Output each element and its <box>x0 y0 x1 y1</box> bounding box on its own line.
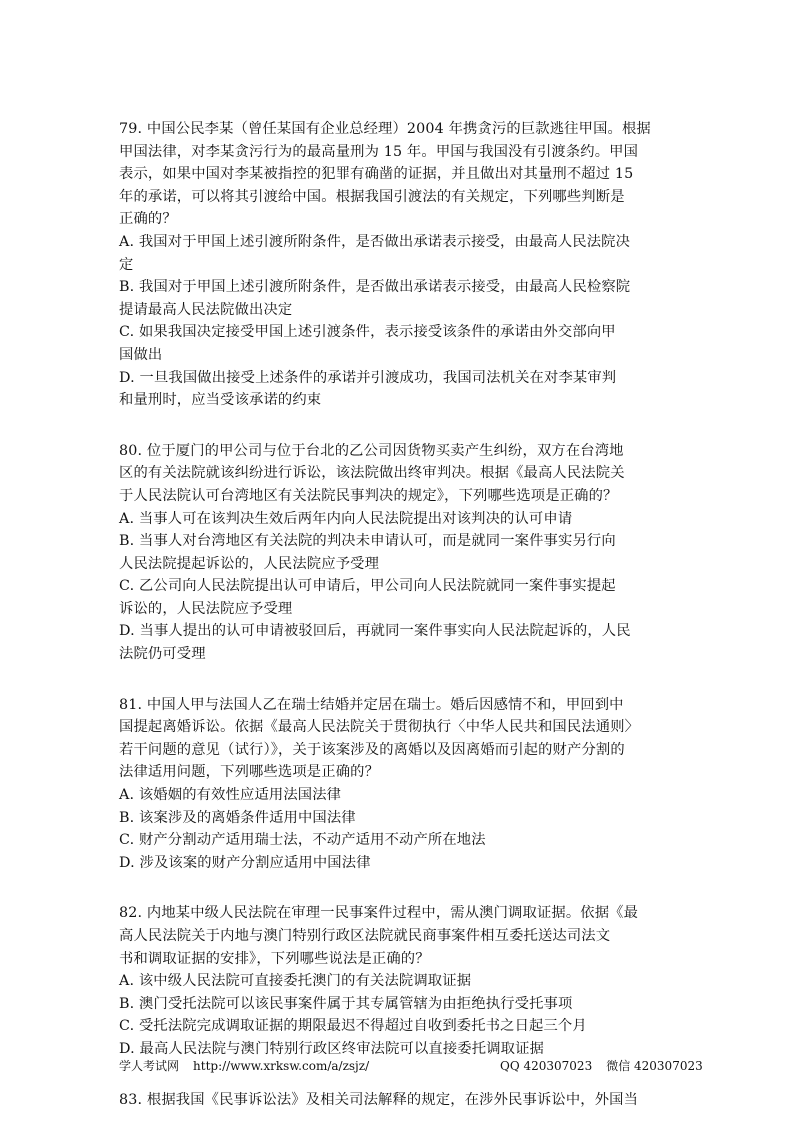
text-line: A. 该中级人民法院可直接委托澳门的有关法院调取证据 <box>119 973 472 990</box>
text-line: C. 如果我国决定接受甲国上述引渡条件，表示接受该条件的承诺由外交部向甲 <box>119 324 616 341</box>
text-line: D. 涉及该案的财产分割应适用中国法律 <box>119 854 371 871</box>
text-line: B. 当事人对台湾地区有关法院的判决未申请认可，而是就同一案件事实另行向 <box>119 533 616 550</box>
document-body <box>119 118 689 1139</box>
text-line: 82. 内地某中级人民法院在审理一民事案件过程中，需从澳门调取证据。依据《最 <box>119 905 639 922</box>
text-line: 定 <box>119 256 134 273</box>
footer-wechat: 微信 420307023 <box>606 1059 703 1073</box>
text-line: D. 最高人民法院与澳门特别行政区终审法院可以直接委托调取证据 <box>119 1040 545 1057</box>
text-line: 区的有关法院就该纠纷进行诉讼，该法院做出终审判决。根据《最高人民法院关 <box>119 465 625 482</box>
text-line: A. 我国对于甲国上述引渡所附条件，是否做出承诺表示接受，由最高人民法院决 <box>119 233 631 250</box>
text-line: 书和调取证据的安排》，下列哪些说法是正确的？ <box>119 950 430 967</box>
text-line: B. 我国对于甲国上述引渡所附条件，是否做出承诺表示接受，由最高人民检察院 <box>119 279 631 296</box>
text-line: D. 当事人提出的认可申请被驳回后，再就同一案件事实向人民法院起诉的，人民 <box>119 623 631 640</box>
footer-contact <box>500 1058 703 1074</box>
text-line: 表示，如果中国对李某被指控的犯罪有确凿的证据，并且做出对其量刑不超过 15 <box>119 166 634 183</box>
text-line: 80. 位于厦门的甲公司与位于台北的乙公司因货物买卖产生纠纷，双方在台湾地 <box>119 442 624 459</box>
text-line: C. 受托法院完成调取证据的期限最迟不得超过自收到委托书之日起三个月 <box>119 1018 587 1035</box>
text-line: D. 一旦我国做出接受上述条件的承诺并引渡成功，我国司法机关在对李某审判 <box>119 369 617 386</box>
text-line: 83. 根据我国《民事诉讼法》及相关司法解释的规定，在涉外民事诉讼中，外国当 <box>119 1091 639 1108</box>
text-line: 81. 中国人甲与法国人乙在瑞士结婚并定居在瑞士。婚后因感情不和，甲回到中 <box>119 696 624 713</box>
footer-left <box>119 1058 369 1074</box>
text-line: 甲国法律，对李某贪污行为的最高量刑为 15 年。甲国与我国没有引渡条约。甲国 <box>119 143 639 160</box>
text-line: 正确的？ <box>119 211 177 228</box>
text-line: B. 澳门受托法院可以该民事案件属于其专属管辖为由拒绝执行受托事项 <box>119 995 573 1012</box>
footer-qq: QQ 420307023 <box>500 1059 593 1073</box>
question-block <box>119 440 689 666</box>
question-block <box>119 118 689 412</box>
text-line: 提请最高人民法院做出决定 <box>119 301 293 318</box>
text-line: 国做出 <box>119 346 163 363</box>
question-block <box>119 694 689 875</box>
text-line: 年的承诺，可以将其引渡给中国。根据我国引渡法的有关规定，下列哪些判断是 <box>119 188 625 205</box>
text-line: 于人民法院认可台湾地区有关法院民事判决的规定》，下列哪些选项是正确的？ <box>119 487 618 504</box>
text-line: A. 当事人可在该判决生效后两年内向人民法院提出对该判决的认可申请 <box>119 510 573 527</box>
text-line: 诉讼的，人民法院应予受理 <box>119 600 293 617</box>
text-line: 若干问题的意见（试行）》，关于该案涉及的离婚以及因离婚而引起的财产分割的 <box>119 741 625 758</box>
text-line: C. 财产分割动产适用瑞士法，不动产适用不动产所在地法 <box>119 832 486 849</box>
text-line: 法院仍可受理 <box>119 646 206 663</box>
text-line: C. 乙公司向人民法院提出认可申请后，甲公司向人民法院就同一案件事实提起 <box>119 578 616 595</box>
footer-url-link[interactable]: http://www.xrksw.com/a/zsjz/ <box>193 1059 370 1073</box>
text-line: 人民法院提起诉讼的，人民法院应予受理 <box>119 555 380 572</box>
question-block <box>119 902 689 1060</box>
text-line: 79. 中国公民李某（曾任某国有企业总经理）2004 年携贪污的巨款逃往甲国。根据 <box>119 121 651 137</box>
question-block <box>119 1089 689 1112</box>
text-line: 国提起离婚诉讼。依据《最高人民法院关于贯彻执行〈中华人民共和国民法通则〉 <box>119 719 640 736</box>
text-line: A. 该婚姻的有效性应适用法国法律 <box>119 787 342 804</box>
footer-site-name: 学人考试网 <box>119 1059 180 1073</box>
text-line: B. 该案涉及的离婚条件适用中国法律 <box>119 809 356 826</box>
text-line: 高人民法院关于内地与澳门特别行政区法院就民商事案件相互委托送达司法文 <box>119 928 611 944</box>
text-line: 和量刑时，应当受该承诺的约束 <box>119 392 322 409</box>
text-line: 法律适用问题，下列哪些选项是正确的？ <box>119 764 380 781</box>
